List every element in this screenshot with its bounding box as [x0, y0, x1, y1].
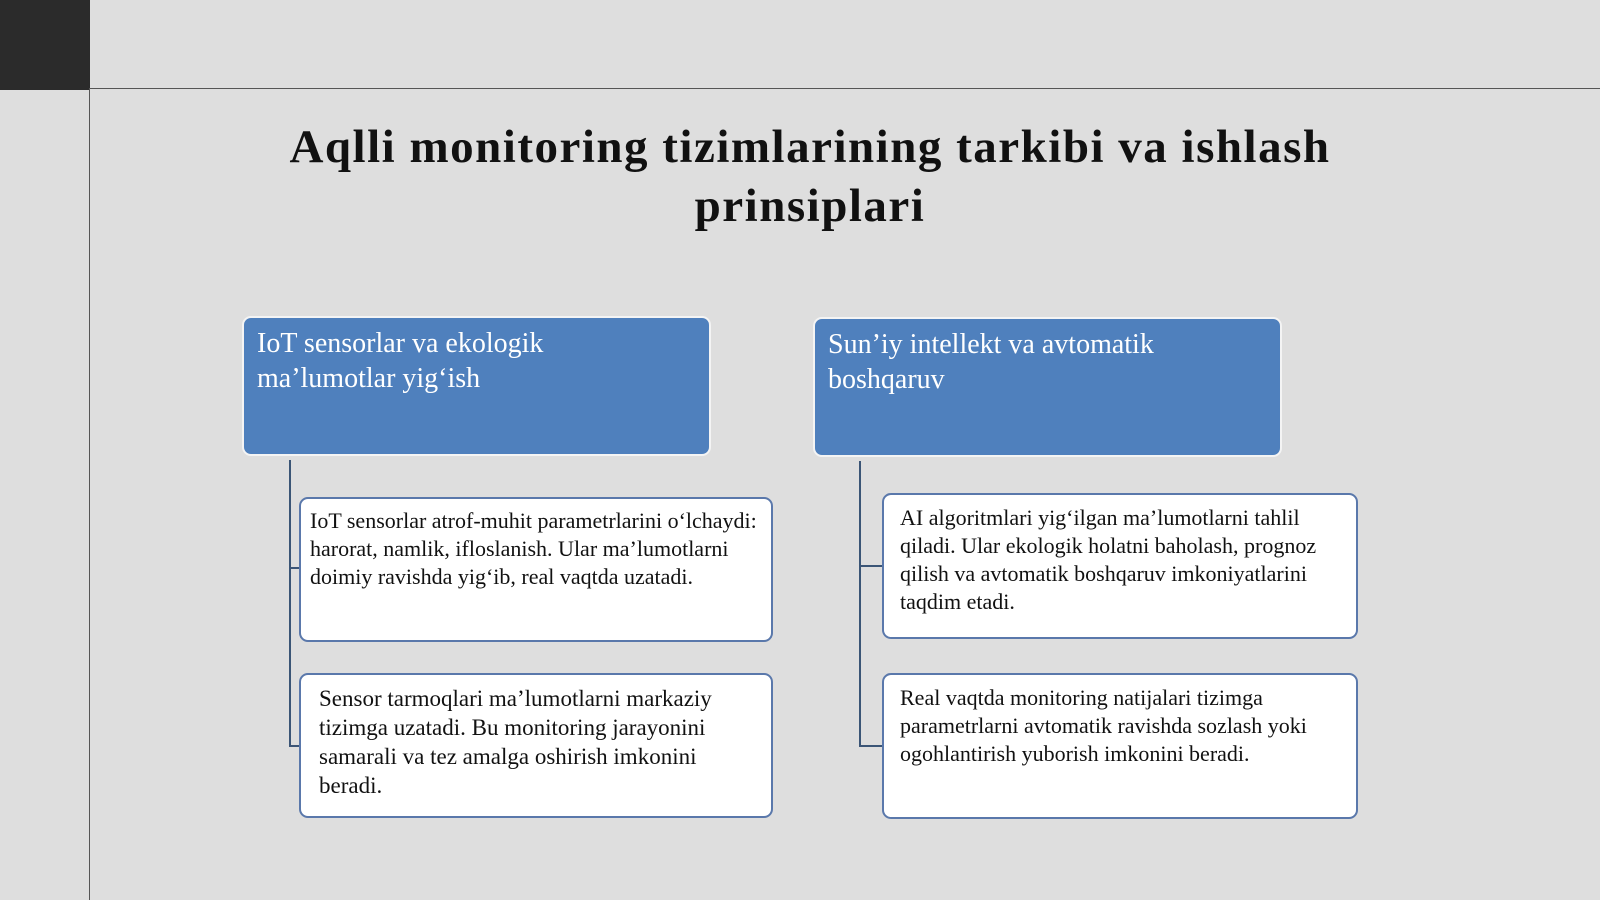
- left-divider: [89, 88, 90, 900]
- card-iot-sensors-measure: [299, 497, 773, 642]
- card-text: IoT sensorlar atrof-muhit parametrlarini o‘lchaydi: harorat, namlik, ifloslanish. Ular ma’lumotlarni doimiy ravishda yig‘ib, real vaqtda uzatadi.: [310, 508, 757, 589]
- card-text: Real vaqtda monitoring natijalari tizimga parametrlarni avtomatik ravishda sozlash yoki ogohlantirish yuborish imkonini beradi.: [900, 685, 1307, 766]
- card-ai-algorithms: [882, 493, 1358, 639]
- heading-iot-line1: IoT sensorlar va ekologik: [257, 328, 544, 359]
- card-realtime-results: [882, 673, 1358, 819]
- slide-title-line1: Aqlli monitoring tizimlarining tarkibi va ishlash: [289, 121, 1331, 173]
- heading-ai-line2: boshqaruv: [828, 364, 945, 395]
- heading-ai-line1: Sun’iy intellekt va avtomatik: [828, 329, 1154, 360]
- corner-block: [0, 0, 90, 90]
- connector-line: [859, 461, 861, 747]
- heading-iot-line2: ma’lumotlar yig‘ish: [257, 363, 481, 394]
- top-divider: [90, 88, 1600, 89]
- connector-line: [289, 460, 291, 747]
- card-sensor-networks: [299, 673, 773, 818]
- slide-title-line2: prinsiplari: [694, 180, 926, 232]
- heading-box-iot-sensors: [242, 316, 711, 456]
- connector-line: [859, 565, 884, 567]
- card-text: Sensor tarmoqlari ma’lumotlarni markaziy tizimga uzatadi. Bu monitoring jarayonini samarali va tez amalga oshirish imkonini beradi.: [319, 686, 712, 798]
- slide-title: [210, 118, 1410, 236]
- heading-box-ai-control: [813, 317, 1282, 457]
- card-text: AI algoritmlari yig‘ilgan ma’lumotlarni tahlil qiladi. Ular ekologik holatni baholash, prognoz qilish va avtomatik boshqaruv imkoniyatlarini taqdim etadi.: [900, 505, 1317, 614]
- connector-line: [859, 745, 884, 747]
